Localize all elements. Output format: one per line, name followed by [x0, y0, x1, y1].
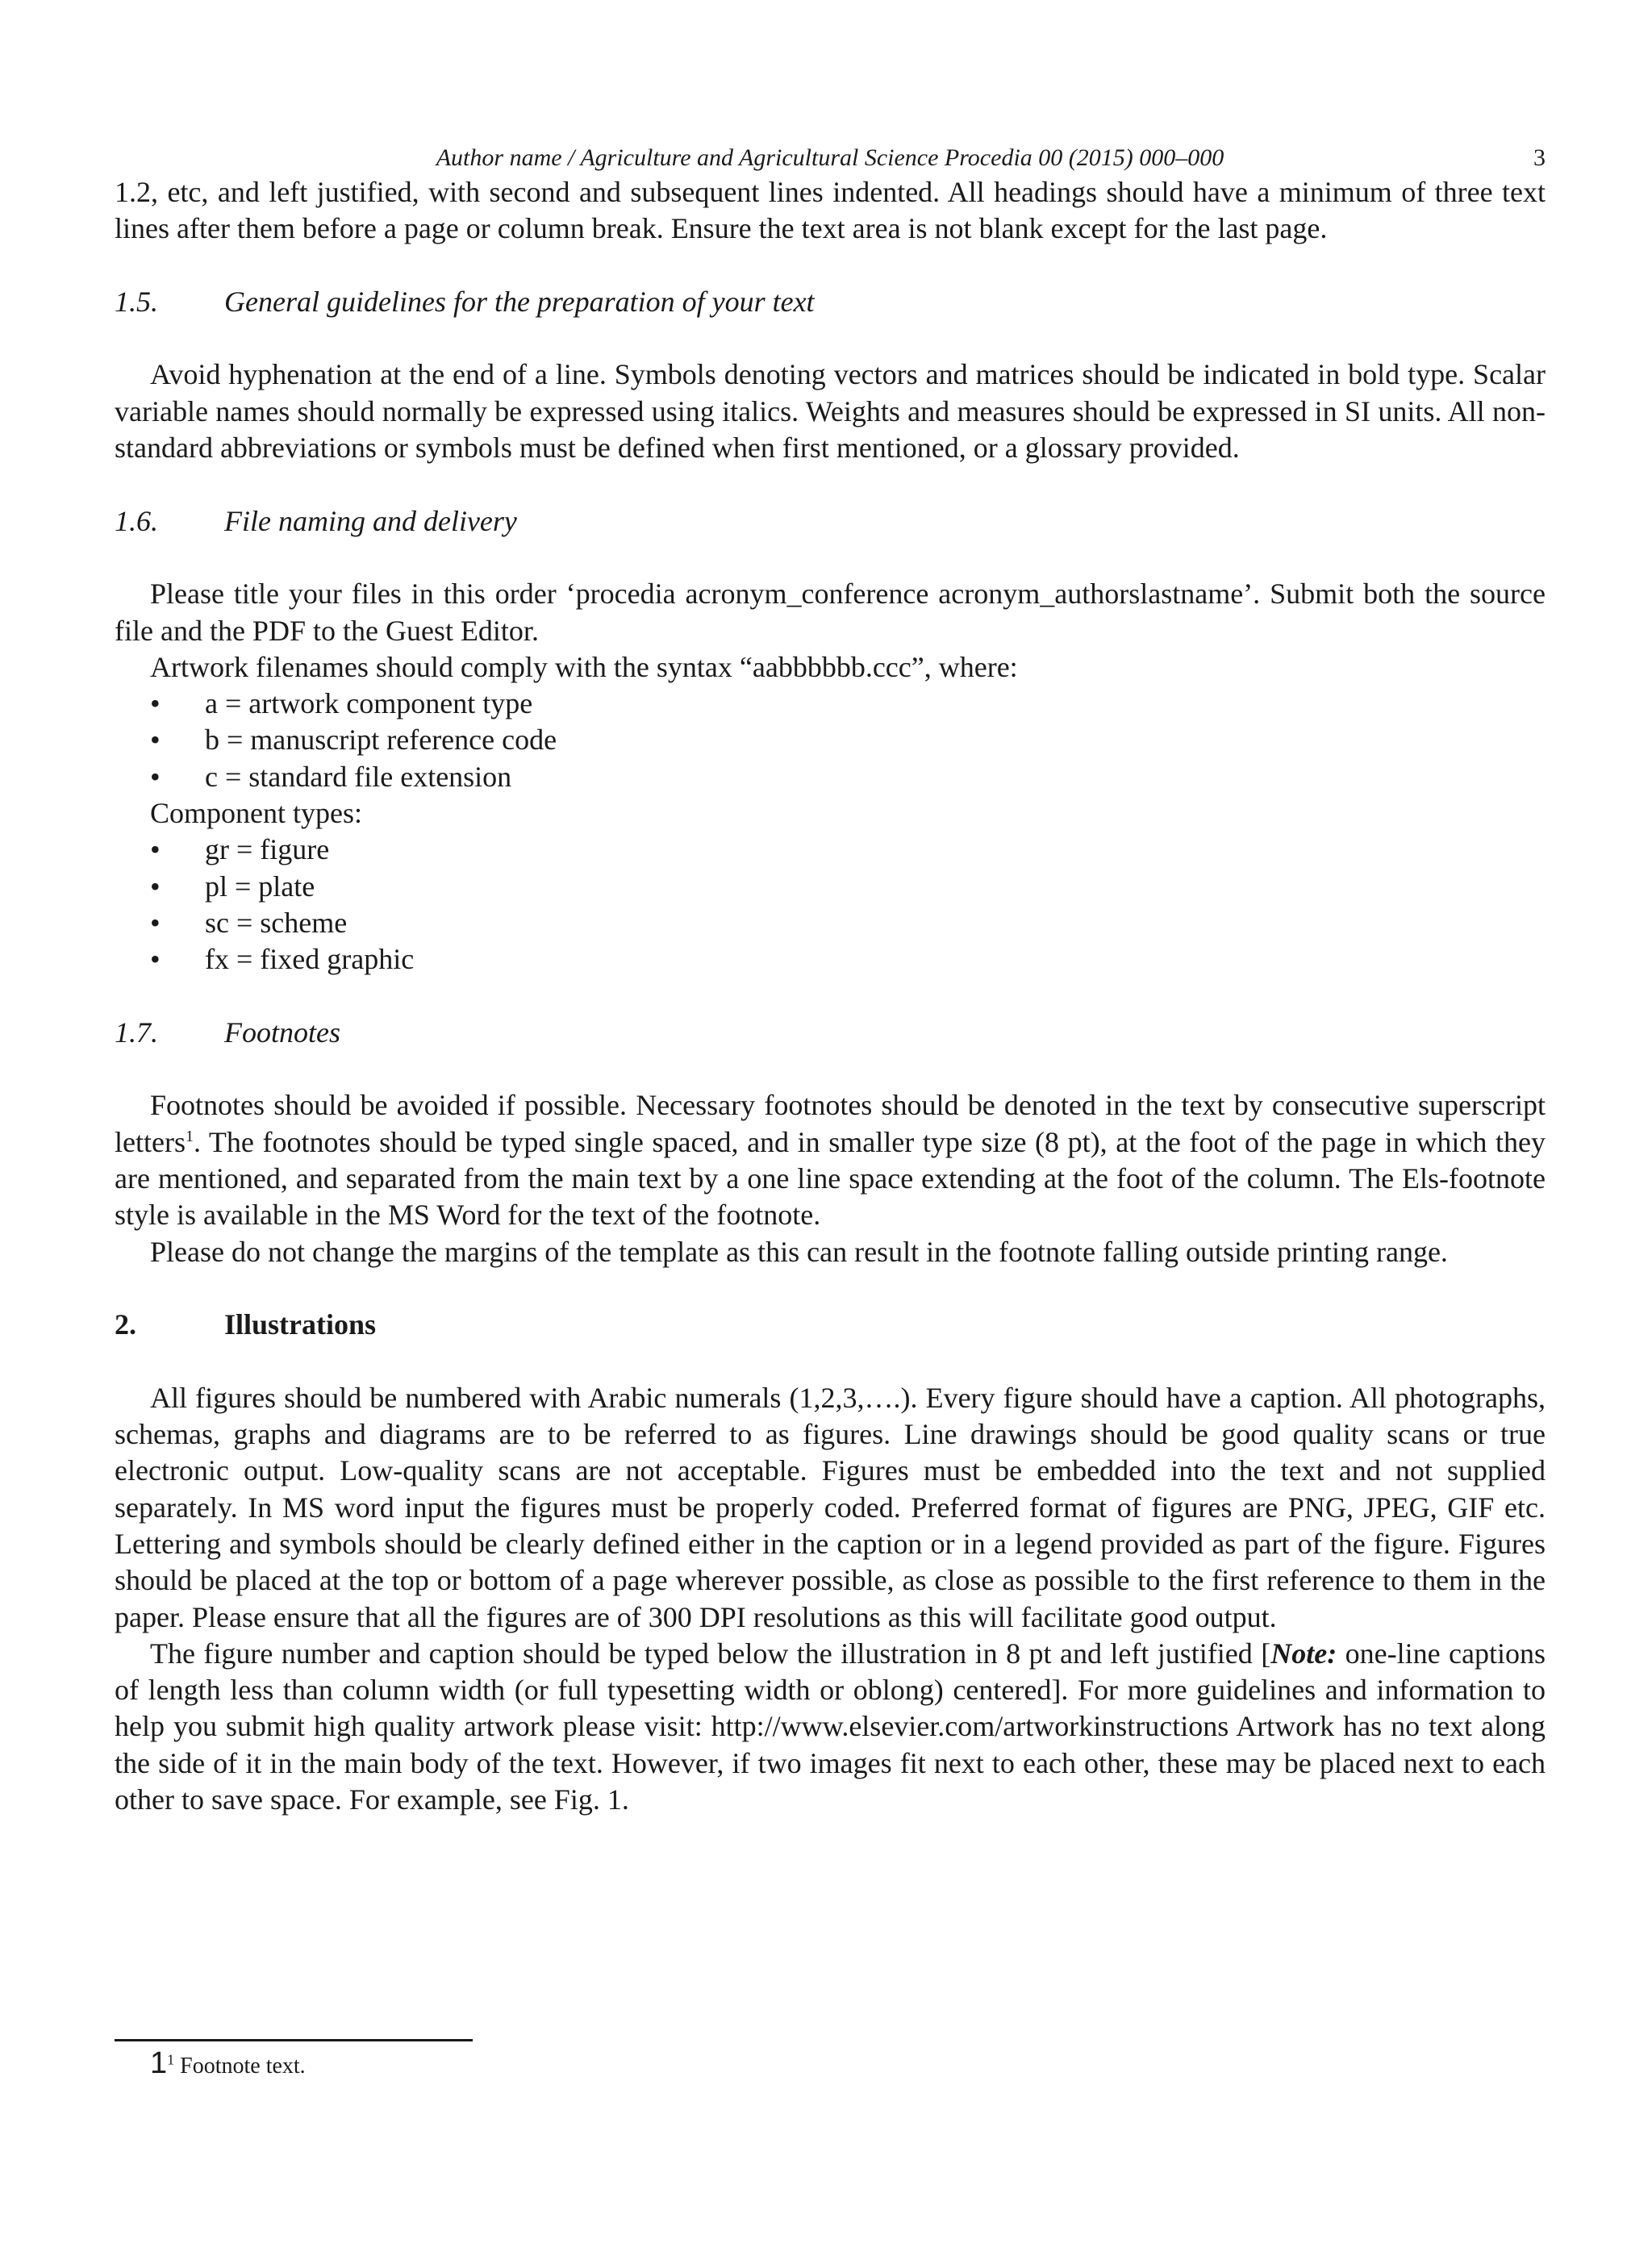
- list-item: • a = artwork component type: [115, 686, 1546, 722]
- bullet-icon: •: [150, 869, 161, 903]
- bullet-icon: •: [150, 760, 161, 793]
- heading-title: General guidelines for the preparation of your text: [224, 285, 815, 318]
- heading-title: Footnotes: [224, 1015, 340, 1049]
- list-item: • fx = fixed graphic: [115, 941, 1546, 978]
- illustrations-paragraph-2: The figure number and caption should be typed below the illustration in 8 pt and left justified [Note: one-line captions of length less than column width (or full typesetting width or oblong) centered]. For more guidelines and information to help you submit high quality artwork please visit: http://www.elsevier.com/artworkinstructions Artwork has no text along the side of it in the main body of the text. However, if two images fit next to each other, these may be placed next to each other to save space. For example, see Fig. 1.: [115, 1637, 1546, 1816]
- bullet-icon: •: [150, 943, 161, 976]
- artwork-list: [115, 686, 1546, 795]
- bullet-icon: •: [150, 687, 161, 720]
- running-header: [115, 144, 1546, 173]
- list-item: • c = standard file extension: [115, 759, 1546, 795]
- component-list: [115, 832, 1546, 978]
- heading-number: 2.: [115, 1308, 136, 1341]
- main-content: [115, 174, 1546, 1818]
- heading-1-6: [115, 503, 1546, 540]
- section-1-7-paragraph: Footnotes should be avoided if possible. Necessary footnotes should be denoted in the text by consecutive superscript letters$^1$. The footnotes should be typed single spaced, and in smaller type size (8 pt), at the foot of the page in which they are mentioned, and separated from the main text by a one line space extending at the foot of the column. The Els-footnote style is available in the MS Word for the text of the footnote.: [115, 1089, 1546, 1232]
- list-item: • gr = figure: [115, 832, 1546, 868]
- bullet-icon: •: [150, 833, 161, 866]
- heading-1-5: [115, 284, 1546, 320]
- heading-number: 1.6.: [115, 504, 158, 537]
- bullet-icon: •: [150, 906, 161, 939]
- section-1-6-paragraph: Please title your files in this order ‘procedia acronym_conference acronym_authorslastname’. Submit both the source file and the PDF to the Guest Editor.: [115, 578, 1546, 647]
- intro-paragraph: 1.2, etc, and left justified, with second and subsequent lines indented. All headings should have a minimum of three text lines after them before a page or column break. Ensure the text area is not blank except for the last page.: [115, 176, 1546, 245]
- component-types-label: Component types:: [150, 797, 362, 830]
- footnote-text: Footnote text.: [174, 2054, 306, 2079]
- footnote-reference[interactable]: 1: [185, 1127, 194, 1145]
- list-item: • b = manuscript reference code: [115, 722, 1546, 758]
- note-label: Note:: [1270, 1637, 1337, 1670]
- page-number: 3: [1533, 144, 1546, 171]
- section-1-5-paragraph: Avoid hyphenation at the end of a line. Symbols denoting vectors and matrices should be indicated in bold type. Scalar variable names should normally be expressed using italics. Weights and measures should be expressed in SI units. All non-standard abbreviations or symbols must be defined when first mentioned, or a glossary provided.: [115, 358, 1546, 465]
- illustrations-paragraph-1: All figures should be numbered with Arabic numerals (1,2,3,….). Every figure should have a caption. All photographs, schemas, graphs and diagrams are to be referred to as figures. Line drawings should be good quality scans or true electronic output. Low-quality scans are not acceptable. Figures must be embedded into the text and not supplied separately. In MS word input the figures must be properly coded. Preferred format of figures are PNG, JPEG, GIF etc. Lettering and symbols should be clearly defined either in the caption or in a legend provided as part of the figure. Figures should be placed at the top or bottom of a page wherever possible, as close as possible to the first reference to them in the paper. Please ensure that all the figures are of 300 DPI resolutions as this will facilitate good output.: [115, 1381, 1546, 1633]
- list-item: • sc = scheme: [115, 905, 1546, 941]
- footnote: [150, 2047, 306, 2083]
- heading-1-7: [115, 1015, 1546, 1051]
- footnote-separator: [115, 2039, 473, 2041]
- heading-number: 1.7.: [115, 1015, 158, 1049]
- heading-title: Illustrations: [224, 1308, 377, 1341]
- footnote-mark: 1: [150, 2046, 168, 2080]
- list-item: • pl = plate: [115, 869, 1546, 905]
- heading-title: File naming and delivery: [224, 504, 517, 537]
- footnote-sup: 1: [167, 2051, 175, 2068]
- heading-number: 1.5.: [115, 285, 158, 318]
- artwork-syntax-line: Artwork filenames should comply with the syntax “aabbbbbb.ccc”, where:: [150, 650, 1018, 683]
- heading-2: [115, 1307, 1546, 1343]
- margins-paragraph: Please do not change the margins of the template as this can result in the footnote falling outside printing range.: [150, 1235, 1448, 1268]
- bullet-icon: •: [150, 724, 161, 757]
- running-title: Author name / Agriculture and Agricultural Science Procedia 00 (2015) 000–000: [436, 144, 1224, 171]
